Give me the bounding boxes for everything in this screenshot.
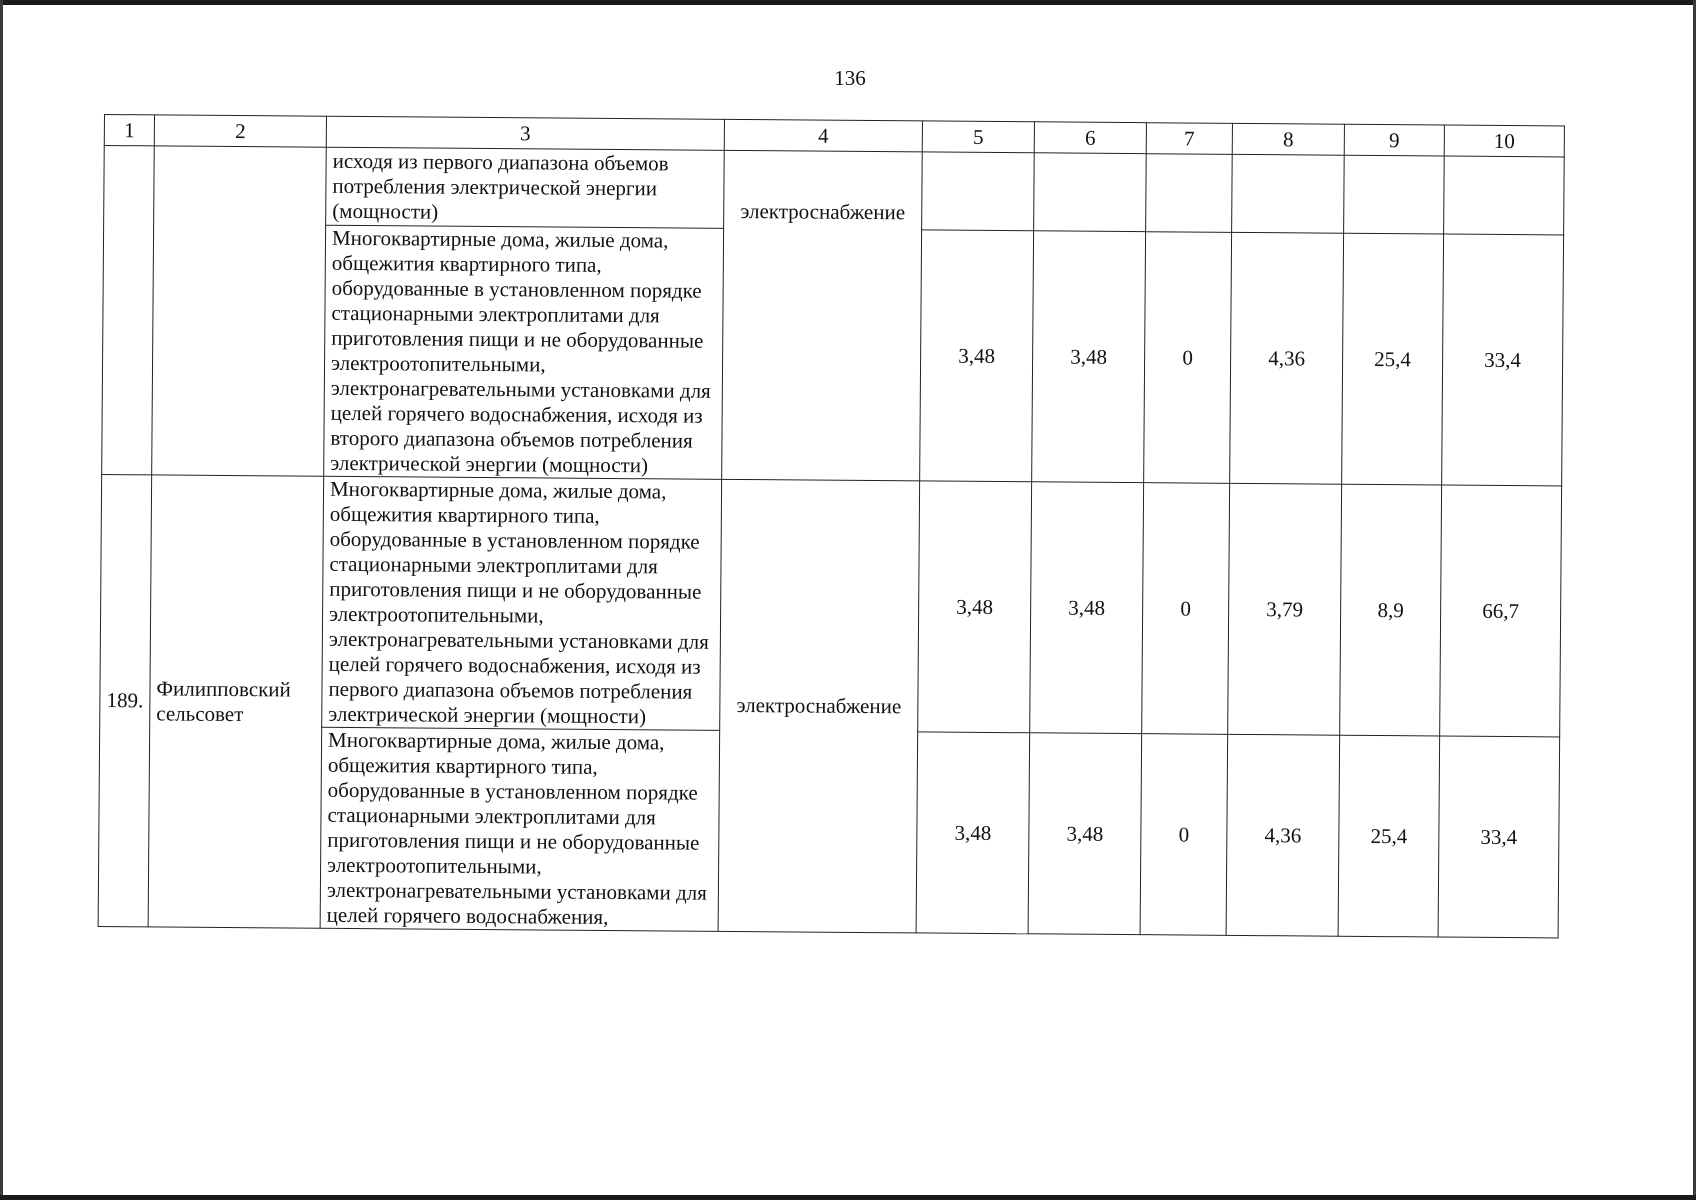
value-cell: 3,48 xyxy=(1028,733,1142,935)
value-cell: 3,48 xyxy=(1030,482,1144,734)
value-cell xyxy=(922,152,1035,231)
header-cell: 7 xyxy=(1146,123,1232,155)
value-cell xyxy=(1444,156,1565,235)
service-type-cell: электроснабжение xyxy=(722,150,923,481)
value-cell: 3,48 xyxy=(918,481,1032,733)
table-row xyxy=(104,146,1565,235)
header-cell: 9 xyxy=(1344,124,1444,156)
scan-border-top xyxy=(0,0,1696,5)
value-cell xyxy=(1232,154,1345,233)
value-cell: 0 xyxy=(1140,734,1228,936)
value-cell xyxy=(1146,154,1233,233)
consumer-category-cell: исходя из первого диапазона объемов потребления электрической энергии (мощности) xyxy=(326,147,725,228)
tariff-table xyxy=(98,114,1565,938)
row-number-cell xyxy=(102,146,155,475)
value-cell: 3,48 xyxy=(1032,231,1146,483)
header-cell: 6 xyxy=(1034,122,1146,154)
consumer-category-cell: Многоквартирные дома, жилые дома, общежития квартирного типа, оборудованные в установленном порядке стационарными электроплитами для приготовления пищи и не оборудованные электроотопительными, электронагревательными установками для целей горячего водоснабжения, xyxy=(320,727,720,931)
value-cell: 0 xyxy=(1142,483,1230,735)
header-cell: 1 xyxy=(104,115,154,146)
header-cell: 3 xyxy=(326,116,724,150)
value-cell: 25,4 xyxy=(1342,233,1444,485)
value-cell xyxy=(1344,155,1445,234)
header-cell: 4 xyxy=(724,119,922,152)
locality-name-cell: Филипповский сельсовет xyxy=(148,475,324,928)
consumer-category-cell: Многоквартирные дома, жилые дома, общежития квартирного типа, оборудованные в установленном порядке стационарными электроплитами для приготовления пищи и не оборудованные электроотопительными, электронагревательными установками для целей горячего водоснабжения, исходя из второго диапазона объемов потребления электрической энергии (мощности) xyxy=(324,225,724,479)
consumer-category-cell: Многоквартирные дома, жилые дома, общежития квартирного типа, оборудованные в установленном порядке стационарными электроплитами для приготовления пищи и не оборудованные электроотопительными, электронагревательными установками для целей горячего водоснабжения, исходя из первого диапазона объемов потребления электрической энергии (мощности) xyxy=(322,476,722,730)
header-cell: 2 xyxy=(154,115,326,147)
value-cell: 4,36 xyxy=(1226,734,1340,936)
table-row xyxy=(100,474,1562,736)
value-cell: 66,7 xyxy=(1440,485,1562,737)
header-cell: 8 xyxy=(1232,123,1344,155)
value-cell: 3,48 xyxy=(916,732,1030,934)
value-cell: 3,79 xyxy=(1228,483,1342,735)
locality-name-cell xyxy=(152,146,327,476)
service-type-cell: электроснабжение xyxy=(718,479,920,933)
value-cell: 33,4 xyxy=(1438,736,1560,938)
value-cell: 33,4 xyxy=(1442,234,1564,486)
value-cell: 4,36 xyxy=(1230,232,1344,484)
value-cell: 3,48 xyxy=(920,230,1034,482)
value-cell: 0 xyxy=(1144,232,1232,484)
header-cell: 5 xyxy=(922,121,1034,153)
row-number-cell: 189. xyxy=(98,474,152,926)
scan-border-bottom xyxy=(0,1195,1696,1200)
value-cell: 25,4 xyxy=(1338,735,1440,937)
value-cell: 8,9 xyxy=(1340,484,1442,736)
value-cell xyxy=(1034,153,1147,232)
scan-border-left xyxy=(0,0,3,1200)
page-number: 136 xyxy=(834,66,866,90)
header-cell: 10 xyxy=(1444,125,1564,157)
